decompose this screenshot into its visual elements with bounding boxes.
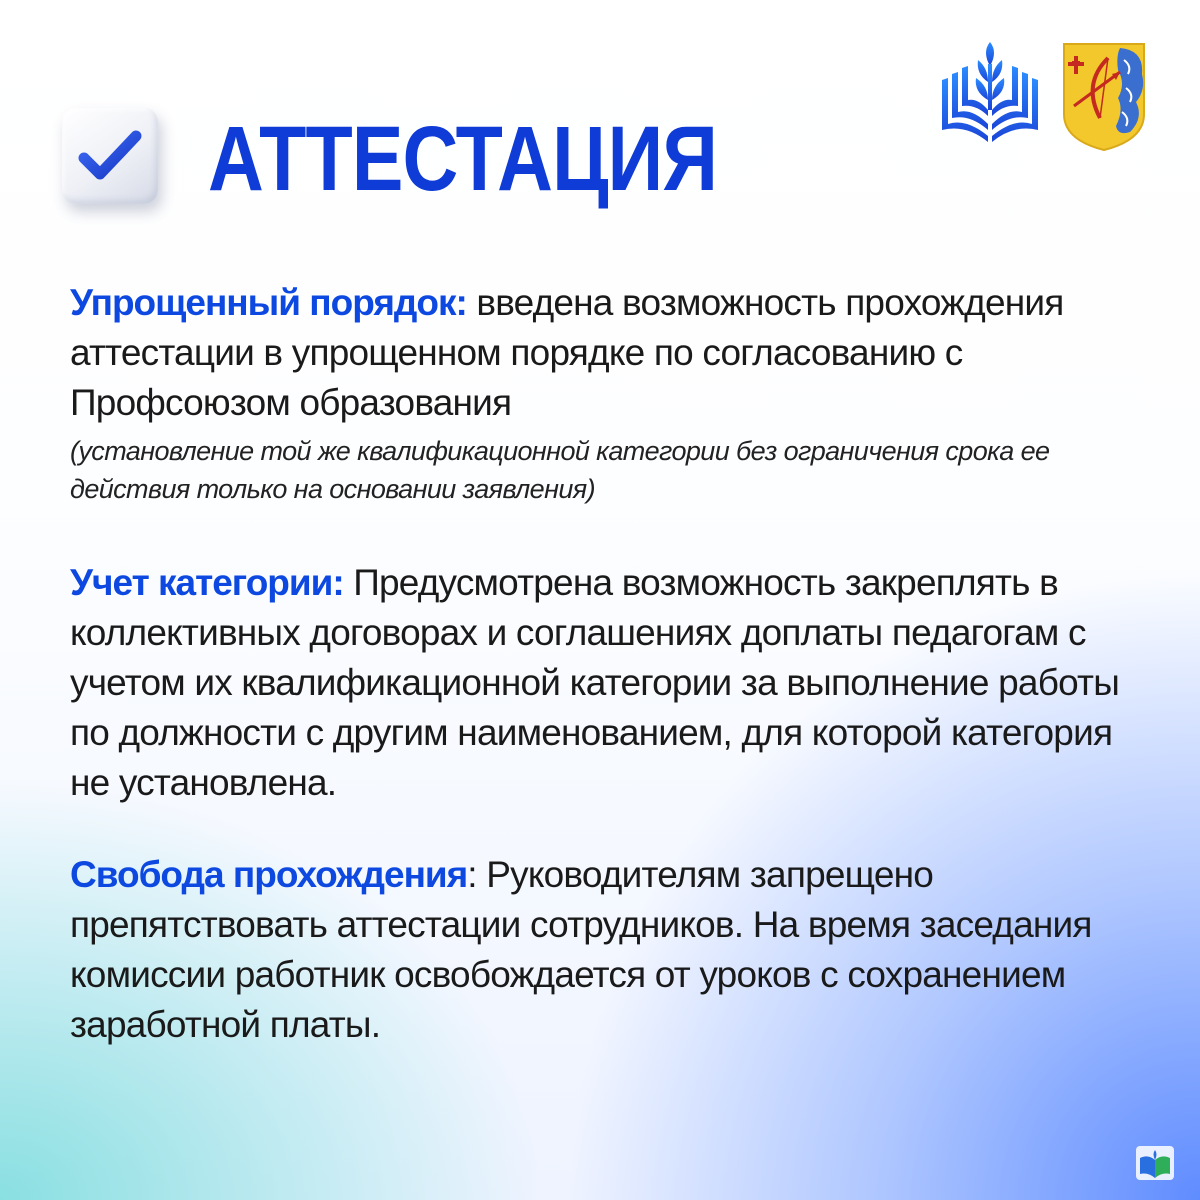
section-paragraph xyxy=(70,850,1150,1050)
section-note: (установление той же квалификационной категории без ограничения срока ее действия только на основании заявления) xyxy=(70,436,1050,504)
profsoyuz-book-logo-icon xyxy=(938,38,1042,151)
section-lead: Свобода прохождения xyxy=(70,854,468,895)
section-simplified-procedure xyxy=(70,278,1150,508)
section-text: Предусмотрена возможность закреплять в коллективных договорах и соглашениях доплаты педагогам с учетом их квалификационной категории за выполнение работы по должности с другим наименованием, для которой категория не установлена. xyxy=(70,562,1119,803)
section-text: введена возможность прохождения аттестации в упрощенном порядке по согласованию с Профсоюзом образования xyxy=(70,282,1064,423)
section-text: : Руководителям запрещено препятствовать аттестации сотрудников. На время заседания комиссии работник освобождается от уроков с сохранением заработной платы. xyxy=(70,854,1092,1045)
page-title: АТТЕСТАЦИЯ xyxy=(208,108,718,210)
section-paragraph xyxy=(70,558,1150,808)
checkmark-icon xyxy=(76,124,144,188)
kirov-region-coat-of-arms-icon xyxy=(1060,40,1148,157)
section-lead: Упрощенный порядок: xyxy=(70,282,467,323)
section-freedom-of-passing xyxy=(70,850,1150,1050)
section-category-accounting xyxy=(70,558,1150,808)
checkbox-icon-tile xyxy=(62,108,158,204)
profsoyuz-mini-logo-icon xyxy=(1136,1146,1174,1185)
section-paragraph xyxy=(70,278,1150,428)
section-lead: Учет категории: xyxy=(70,562,344,603)
content-area xyxy=(70,278,1150,1100)
